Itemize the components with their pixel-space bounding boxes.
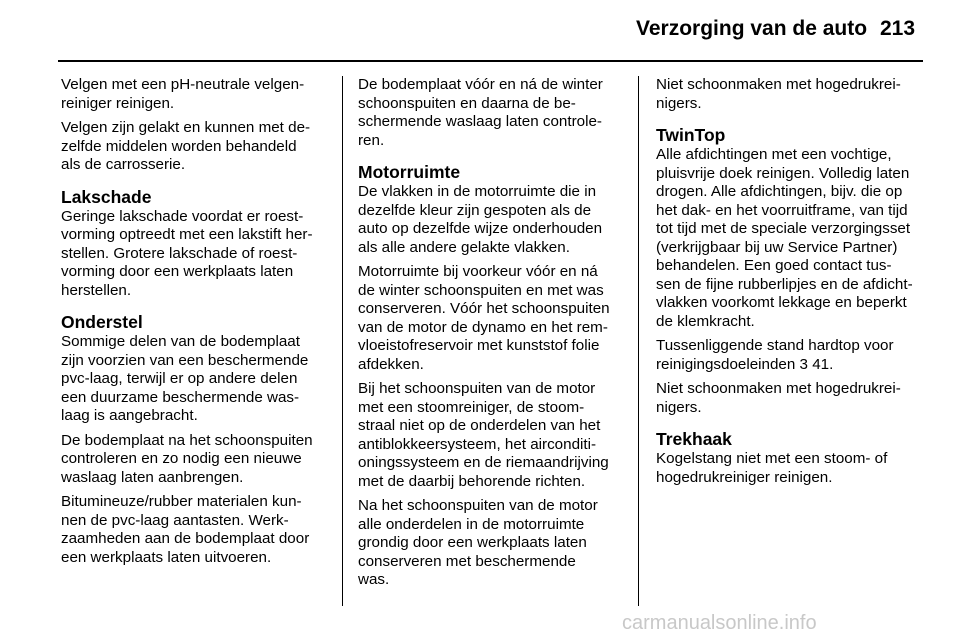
page-header (0, 0, 960, 60)
paragraph-onderstel-pvc: Sommige delen van de bodemplaat zijn voorzien van een beschermende pvc-laag, terwijl er op andere delen een duurzame beschermende was- laag is aangebracht. (61, 333, 309, 424)
column-divider-1 (342, 76, 343, 606)
header-rule (58, 60, 923, 62)
paragraph-twintop-hardtop: Tussenliggende stand hardtop voor reinigingsdoeleinden 3 41. (656, 337, 894, 373)
heading-trekhaak: Trekhaak (656, 429, 732, 449)
paragraph-bodemplaat-winter: De bodemplaat vóór en ná de winter schoonspuiten en daarna de be- schermende waslaag laten controle- ren. (358, 76, 603, 149)
paragraph-velgen-reiniger: Velgen met een pH-neutrale velgen- reiniger reinigen. (61, 76, 305, 112)
paragraph-motorruimte-conserveren: Na het schoonspuiten van de motor alle onderdelen in de motorruimte grondig door een werkplaats laten conserveren met beschermende was. (358, 497, 598, 588)
column-right (656, 76, 924, 493)
column-left (61, 76, 327, 573)
paragraph-velgen-gelakt: Velgen zijn gelakt en kunnen met de- zelfde middelen worden behandeld als de carrosserie. (61, 119, 311, 173)
paragraph-lakschade: Geringe lakschade voordat er roest- vorming optreedt met een lakstift her- stellen. Grotere lakschade of roest- vorming door een werkplaats laten herstellen. (61, 207, 313, 299)
paragraph-onderstel-bitumen: Bitumineuze/rubber materialen kun- nen de pvc-laag aantasten. Werk- zaamheden aan de bodemplaat door een werkplaats laten uitvoeren. (61, 493, 310, 566)
paragraph-trekhaak: Kogelstang niet met een stoom- of hogedrukreiniger reinigen. (656, 450, 888, 486)
column-middle (358, 76, 628, 596)
paragraph-motorruimte-winter: Motorruimte bij voorkeur vóór en ná de winter schoonspuiten en met was conserveren. Vóór het schoonspuiten van de motor de dynamo en het rem- vloeistofreservoir met kunststof folie afdekken. (358, 263, 610, 373)
paragraph-hogedruk-1: Niet schoonmaken met hogedrukrei- nigers. (656, 76, 901, 112)
paragraph-hogedruk-2: Niet schoonmaken met hogedrukrei- nigers. (656, 380, 901, 416)
page-number: 213 (880, 17, 916, 40)
paragraph-twintop-afdichtingen: Alle afdichtingen met een vochtige, pluisvrije doek reinigen. Volledig laten drogen. Alle afdichtingen, bijv. die op het dak- en het voorruitframe, van tijd tot tijd met de speciale verzorgingsset (verkrijgbaar bij uw Service Partner) behandelen. Een goed contact tus- sen de fijne rubberlipjes en de afdicht- vlakken voorkomt lekkage en beperkt de klemkracht. (656, 146, 913, 330)
column-divider-2 (638, 76, 639, 606)
paragraph-motorruimte-stoom: Bij het schoonspuiten van de motor met een stoomreiniger, de stoom- straal niet op de onderdelen van het antiblokkeersysteem, het airconditi- oningssysteem en de riemaandrijving met de daarbij behorende richten. (358, 380, 609, 490)
header-title: Verzorging van de auto (636, 17, 868, 40)
watermark-text: carmanualsonline.info (622, 612, 817, 634)
heading-lakschade: Lakschade (61, 186, 152, 207)
paragraph-motorruimte-kleur: De vlakken in de motorruimte die in dezelfde kleur zijn gespoten als de auto op dezelfde wijze onderhouden als alle andere gelakte vlakken. (358, 183, 603, 256)
heading-motorruimte: Motorruimte (358, 162, 461, 182)
paragraph-onderstel-controle: De bodemplaat na het schoonspuiten controleren en zo nodig een nieuwe waslaag laten aanbrengen. (61, 431, 313, 486)
heading-onderstel: Onderstel (61, 312, 143, 332)
heading-twintop: TwinTop (656, 125, 726, 145)
